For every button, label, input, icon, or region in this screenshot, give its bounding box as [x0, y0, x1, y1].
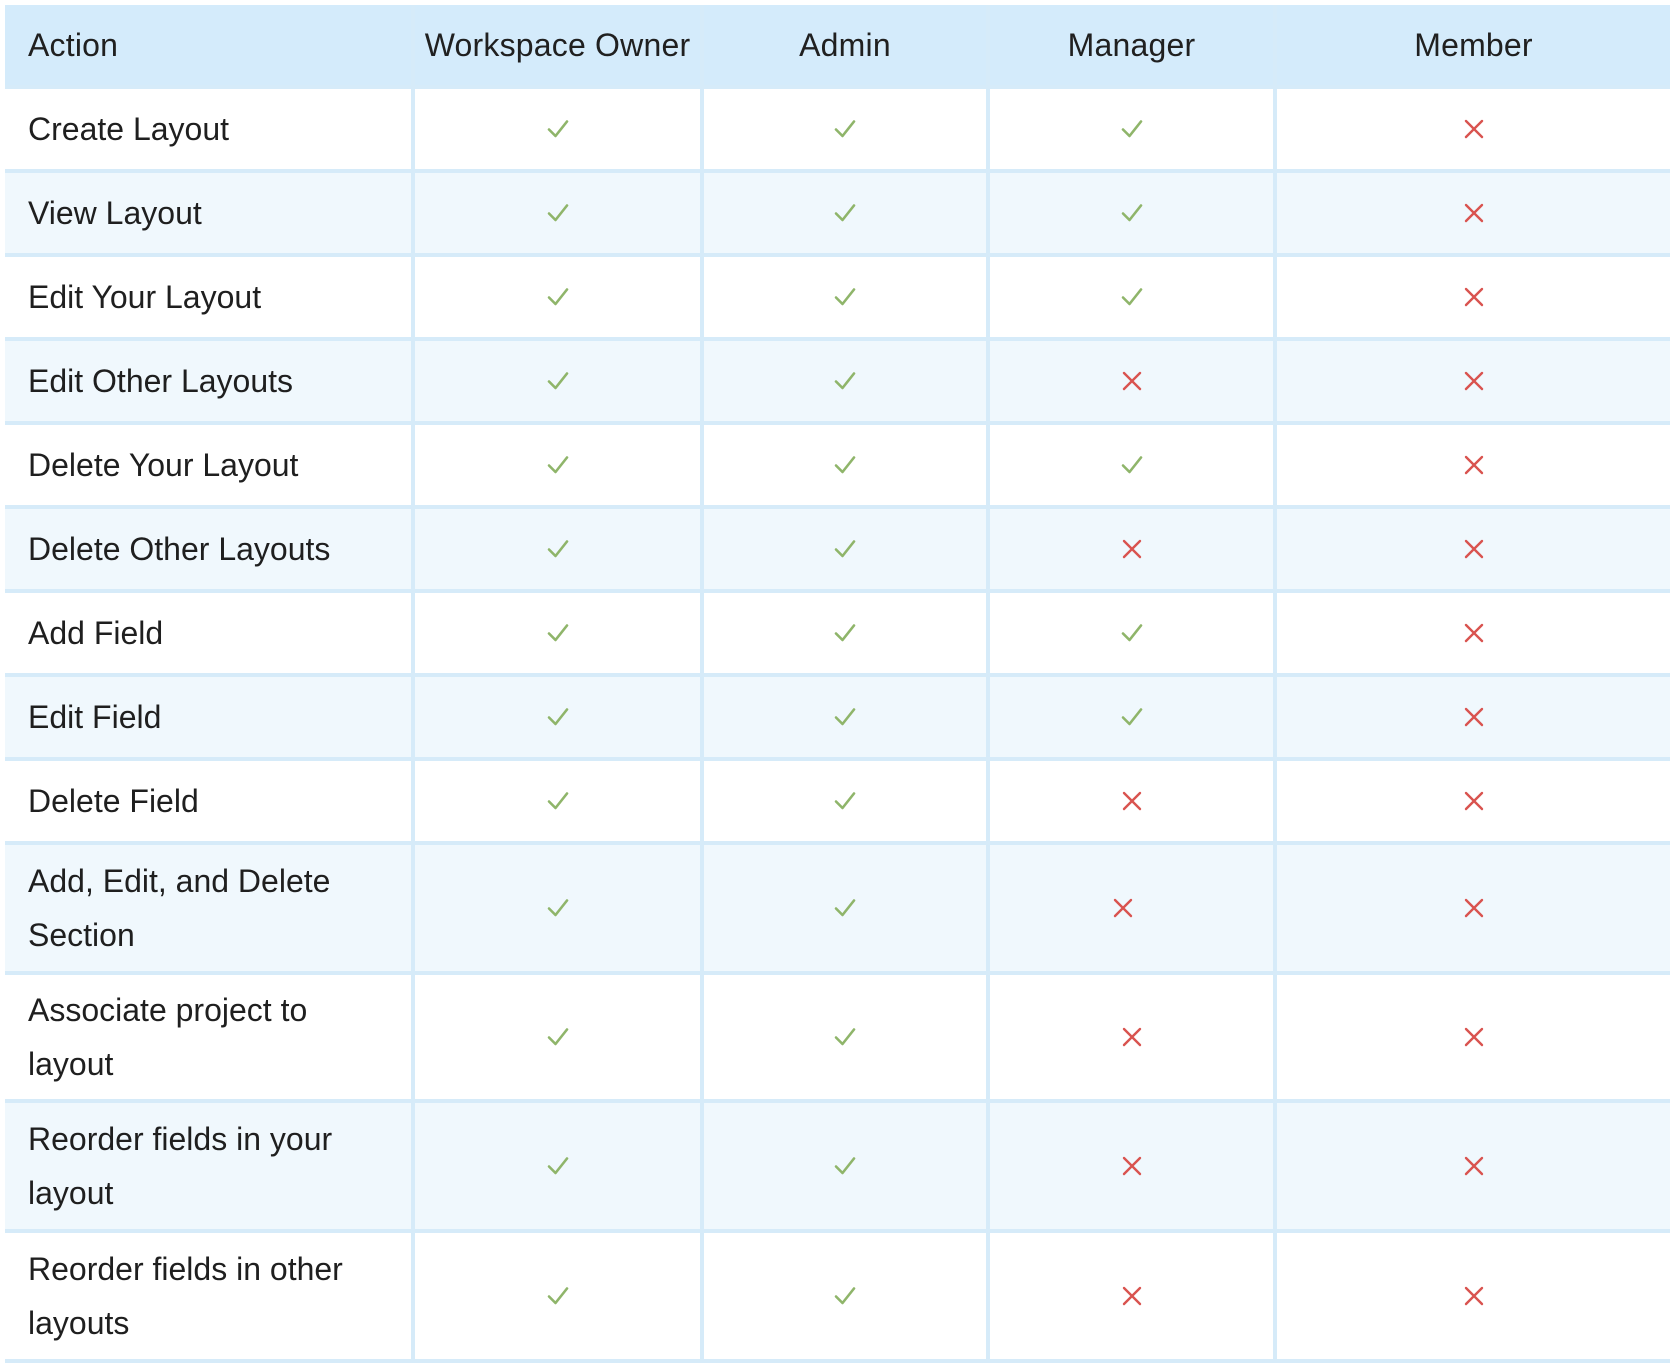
check-icon [545, 200, 571, 226]
table-row [5, 89, 1670, 173]
action-label: Associate project to layout [5, 975, 415, 1103]
cross-icon [1119, 1024, 1145, 1050]
check-icon [545, 1153, 571, 1179]
table-body [5, 89, 1670, 1363]
action-label: Delete Other Layouts [5, 509, 415, 593]
action-label: Edit Your Layout [5, 257, 415, 341]
cross-icon [1461, 116, 1487, 142]
permission-admin [704, 173, 990, 257]
permission-workspace-owner [415, 975, 704, 1103]
check-icon [545, 704, 571, 730]
action-label: Delete Your Layout [5, 425, 415, 509]
cross-icon [1119, 788, 1145, 814]
action-label: View Layout [5, 173, 415, 257]
check-icon [832, 620, 858, 646]
check-icon [545, 1283, 571, 1309]
cross-icon [1461, 704, 1487, 730]
permission-workspace-owner [415, 257, 704, 341]
header-admin: Admin [704, 5, 990, 89]
action-label: Reorder fields in other layouts [5, 1233, 415, 1363]
permissions-table [5, 5, 1670, 1363]
check-icon [1119, 116, 1145, 142]
permission-admin [704, 761, 990, 845]
check-icon [545, 284, 571, 310]
permission-admin [704, 593, 990, 677]
permission-member [1277, 1103, 1670, 1233]
permission-workspace-owner [415, 509, 704, 593]
permission-workspace-owner [415, 341, 704, 425]
action-label: Reorder fields in your layout [5, 1103, 415, 1233]
check-icon [545, 620, 571, 646]
check-icon [832, 116, 858, 142]
cross-icon [1461, 452, 1487, 478]
table-row [5, 173, 1670, 257]
permission-member [1277, 425, 1670, 509]
permission-manager [990, 593, 1277, 677]
permission-manager [990, 761, 1277, 845]
cross-icon [1461, 536, 1487, 562]
table-row [5, 1103, 1670, 1233]
check-icon [545, 788, 571, 814]
permission-admin [704, 845, 990, 975]
permission-admin [704, 677, 990, 761]
header-manager: Manager [990, 5, 1277, 89]
table-row [5, 257, 1670, 341]
header-row [5, 5, 1670, 89]
permission-member [1277, 341, 1670, 425]
permission-manager [990, 975, 1277, 1103]
permission-member [1277, 845, 1670, 975]
check-icon [832, 788, 858, 814]
check-icon [832, 284, 858, 310]
permission-member [1277, 89, 1670, 173]
check-icon [545, 368, 571, 394]
permission-admin [704, 425, 990, 509]
check-icon [1119, 284, 1145, 310]
table-row [5, 975, 1670, 1103]
permission-workspace-owner [415, 425, 704, 509]
check-icon [1119, 704, 1145, 730]
permission-admin [704, 975, 990, 1103]
permission-admin [704, 257, 990, 341]
check-icon [545, 452, 571, 478]
permission-admin [704, 89, 990, 173]
check-icon [545, 895, 571, 921]
permission-manager [990, 257, 1277, 341]
check-icon [545, 116, 571, 142]
header-action: Action [5, 5, 415, 89]
check-icon [545, 536, 571, 562]
permission-manager [990, 89, 1277, 173]
table-row [5, 425, 1670, 509]
permission-member [1277, 173, 1670, 257]
permission-member [1277, 509, 1670, 593]
check-icon [832, 536, 858, 562]
cross-icon [1461, 788, 1487, 814]
permission-member [1277, 1233, 1670, 1363]
table-row [5, 677, 1670, 761]
permission-admin [704, 1103, 990, 1233]
permission-workspace-owner [415, 593, 704, 677]
table-row [5, 1233, 1670, 1363]
check-icon [545, 1024, 571, 1050]
table-row [5, 509, 1670, 593]
check-icon [1119, 620, 1145, 646]
action-label: Create Layout [5, 89, 415, 173]
permission-manager [990, 1103, 1277, 1233]
permission-workspace-owner [415, 1233, 704, 1363]
permission-manager [990, 1233, 1277, 1363]
action-label: Edit Field [5, 677, 415, 761]
cross-icon [1110, 895, 1136, 921]
cross-icon [1119, 536, 1145, 562]
check-icon [1119, 200, 1145, 226]
permission-manager [990, 341, 1277, 425]
table-row [5, 845, 1670, 975]
permission-admin [704, 341, 990, 425]
action-label: Delete Field [5, 761, 415, 845]
permission-manager [990, 173, 1277, 257]
permission-workspace-owner [415, 761, 704, 845]
table-row [5, 341, 1670, 425]
cross-icon [1461, 1283, 1487, 1309]
header-member: Member [1277, 5, 1670, 89]
permission-workspace-owner [415, 845, 704, 975]
permission-workspace-owner [415, 173, 704, 257]
check-icon [832, 368, 858, 394]
action-label: Add, Edit, and Delete Section [5, 845, 415, 975]
check-icon [832, 452, 858, 478]
permission-admin [704, 509, 990, 593]
permission-member [1277, 761, 1670, 845]
permission-member [1277, 975, 1670, 1103]
cross-icon [1461, 284, 1487, 310]
permission-workspace-owner [415, 89, 704, 173]
cross-icon [1461, 200, 1487, 226]
action-label: Add Field [5, 593, 415, 677]
table-row [5, 593, 1670, 677]
check-icon [832, 1024, 858, 1050]
table-row [5, 761, 1670, 845]
action-label: Edit Other Layouts [5, 341, 415, 425]
cross-icon [1461, 1153, 1487, 1179]
permission-member [1277, 677, 1670, 761]
cross-icon [1461, 620, 1487, 646]
permission-workspace-owner [415, 677, 704, 761]
permission-admin [704, 1233, 990, 1363]
check-icon [832, 1153, 858, 1179]
permission-manager [990, 677, 1277, 761]
permission-member [1277, 593, 1670, 677]
cross-icon [1461, 1024, 1487, 1050]
check-icon [1119, 452, 1145, 478]
permission-member [1277, 257, 1670, 341]
cross-icon [1119, 1283, 1145, 1309]
cross-icon [1119, 368, 1145, 394]
permission-workspace-owner [415, 1103, 704, 1233]
check-icon [832, 1283, 858, 1309]
cross-icon [1461, 895, 1487, 921]
permission-manager [990, 845, 1277, 975]
table-header [5, 5, 1670, 89]
header-workspace-owner: Workspace Owner [415, 5, 704, 89]
check-icon [832, 704, 858, 730]
cross-icon [1119, 1153, 1145, 1179]
permission-manager [990, 425, 1277, 509]
permission-manager [990, 509, 1277, 593]
check-icon [832, 200, 858, 226]
cross-icon [1461, 368, 1487, 394]
check-icon [832, 895, 858, 921]
